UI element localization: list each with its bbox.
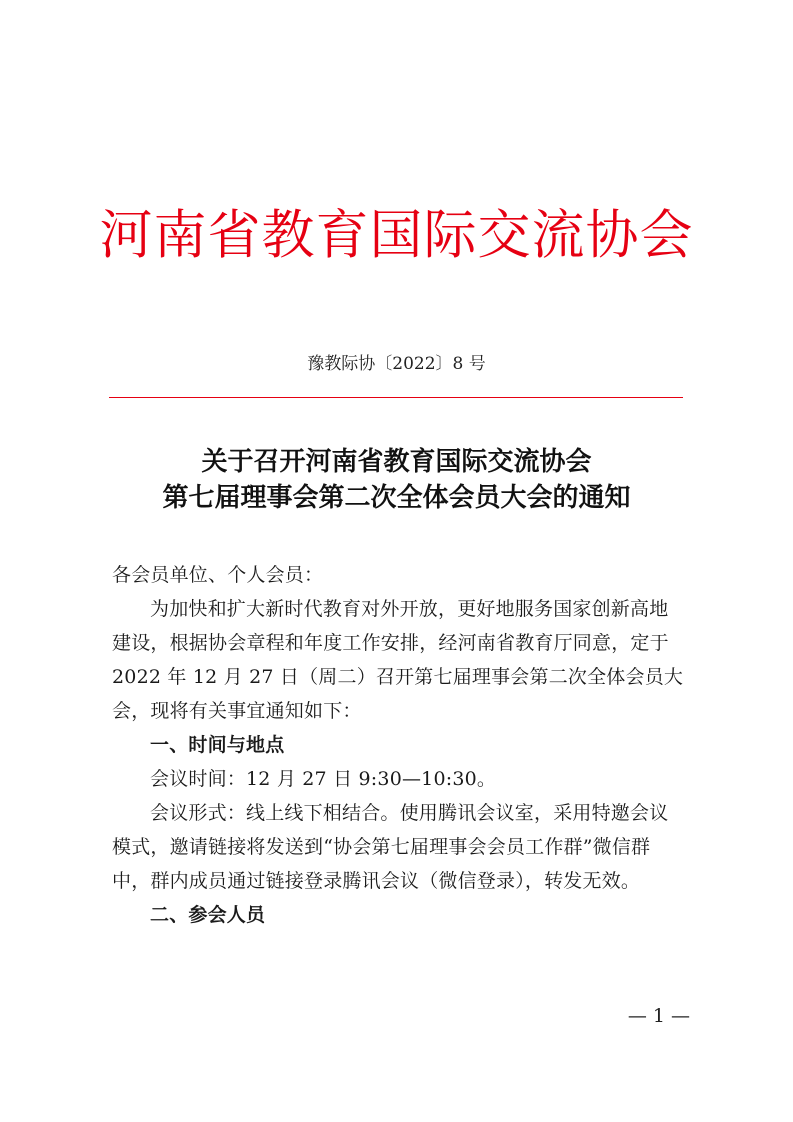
title-line-2: 第七届理事会第二次全体会员大会的通知 bbox=[162, 483, 631, 513]
title-line-1: 关于召开河南省教育国际交流协会 bbox=[201, 447, 592, 477]
salutation: 各会员单位、个人会员： bbox=[112, 564, 324, 586]
document-body bbox=[112, 558, 686, 932]
page-number: — 1 — bbox=[627, 1005, 690, 1027]
section-2-heading: 二、参会人员 bbox=[150, 904, 266, 926]
section-1-heading: 一、时间与地点 bbox=[150, 734, 285, 756]
document-number: 豫教际协〔2022〕8 号 bbox=[307, 354, 486, 374]
meeting-time-paragraph: 会议时间：12 月 27 日 9:30—10:30。 bbox=[150, 768, 497, 790]
red-divider-line bbox=[109, 397, 683, 398]
intro-paragraph: 为加快和扩大新时代教育对外开放，更好地服务国家创新高地建设，根据协会章程和年度工作安排，经河南省教育厅同意，定于 2022 年 12 月 27 日（周二）召开第七届理事会第二次全体会员大会，现将有关事宜通知如下： bbox=[112, 598, 684, 722]
organization-header: 河南省教育国际交流协会 bbox=[99, 205, 694, 266]
meeting-format-paragraph: 会议形式：线上线下相结合。使用腾讯会议室，采用特邀会议模式，邀请链接将发送到“协会第七届理事会会员工作群”微信群中，群内成员通过链接登录腾讯会议（微信登录），转发无效。 bbox=[112, 802, 669, 892]
document-title bbox=[60, 444, 733, 516]
